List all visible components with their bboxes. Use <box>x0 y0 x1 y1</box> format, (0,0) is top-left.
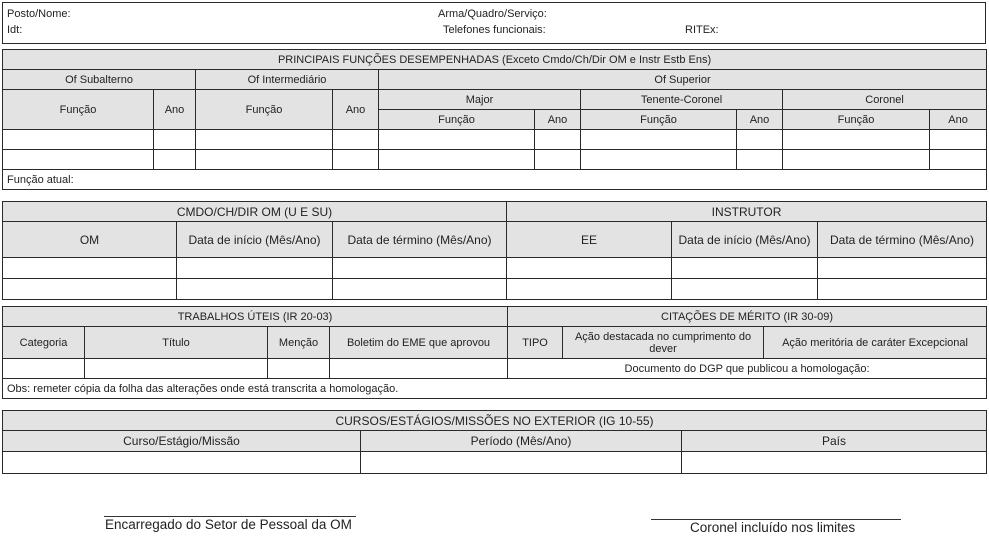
tencel-ano-header: Ano <box>737 110 783 130</box>
funcoes-title: PRINCIPAIS FUNÇÕES DESEMPENHADAS (Exceto Cmdo/Ch/Dir OM e Instr Estb Ens) <box>3 50 987 70</box>
funcoes-table <box>2 49 987 190</box>
titulo-header: Título <box>85 327 268 359</box>
input-cell[interactable] <box>737 130 783 150</box>
instrutor-title: INSTRUTOR <box>507 202 987 222</box>
instrutor-data-inicio-header: Data de início (Mês/Ano) <box>672 222 818 258</box>
input-cell[interactable] <box>682 452 987 474</box>
input-cell[interactable] <box>154 150 196 170</box>
periodo-header: Período (Mês/Ano) <box>361 431 682 452</box>
mencao-header: Menção <box>268 327 330 359</box>
input-cell[interactable] <box>196 130 333 150</box>
input-cell[interactable] <box>177 258 333 279</box>
cmdo-title: CMDO/CH/DIR OM (U E SU) <box>3 202 507 222</box>
boletim-header: Boletim do EME que aprovou <box>330 327 508 359</box>
categoria-header: Categoria <box>3 327 85 359</box>
major-header: Major <box>379 90 581 110</box>
citacoes-title: CITAÇÕES DE MÉRITO (IR 30-09) <box>508 307 987 327</box>
input-cell[interactable] <box>818 279 987 300</box>
instrutor-data-termino-header: Data de término (Mês/Ano) <box>818 222 987 258</box>
input-cell[interactable] <box>3 359 85 379</box>
left-signature-label: Encarregado do Setor de Pessoal da OM <box>105 517 352 532</box>
input-cell[interactable] <box>3 279 177 300</box>
input-cell[interactable] <box>672 258 818 279</box>
input-cell[interactable] <box>177 279 333 300</box>
input-cell[interactable] <box>379 150 535 170</box>
obs-note: Obs: remeter cópia da folha das alterações onde está transcrita a homologação. <box>3 379 987 399</box>
arma-quadro-servico-label: Arma/Quadro/Serviço: <box>438 8 547 20</box>
input-cell[interactable] <box>507 279 672 300</box>
input-cell[interactable] <box>3 150 154 170</box>
right-signature-label: Coronel incluído nos limites <box>690 520 856 535</box>
intermediario-funcao-header: Função <box>196 90 333 130</box>
cursos-title: CURSOS/ESTÁGIOS/MISSÕES NO EXTERIOR (IG 10-55) <box>3 411 987 431</box>
input-cell[interactable] <box>581 130 737 150</box>
trabalhos-title: TRABALHOS ÚTEIS (IR 20-03) <box>3 307 508 327</box>
input-cell[interactable] <box>330 359 508 379</box>
curso-header: Curso/Estágio/Missão <box>3 431 361 452</box>
funcoes-section <box>2 49 986 190</box>
coronel-header: Coronel <box>783 90 987 110</box>
coronel-ano-header: Ano <box>930 110 987 130</box>
input-cell[interactable] <box>361 452 682 474</box>
input-cell[interactable] <box>333 279 507 300</box>
input-cell[interactable] <box>818 258 987 279</box>
input-cell[interactable] <box>3 452 361 474</box>
major-funcao-header: Função <box>379 110 535 130</box>
major-ano-header: Ano <box>535 110 581 130</box>
of-subalterno-header: Of Subalterno <box>3 70 196 90</box>
cursos-section <box>2 410 986 474</box>
input-cell[interactable] <box>535 130 581 150</box>
input-cell[interactable] <box>930 130 987 150</box>
table-row <box>3 130 987 150</box>
input-cell[interactable] <box>507 258 672 279</box>
input-cell[interactable] <box>930 150 987 170</box>
of-superior-header: Of Superior <box>379 70 987 90</box>
trabalhos-section <box>2 306 986 399</box>
table-row <box>3 452 987 474</box>
input-cell[interactable] <box>737 150 783 170</box>
ee-header: EE <box>507 222 672 258</box>
om-header: OM <box>3 222 177 258</box>
acao-destacada-header: Ação destacada no cumprimento do dever <box>563 327 764 359</box>
input-cell[interactable] <box>333 150 379 170</box>
cmdo-table <box>2 201 987 300</box>
input-cell[interactable] <box>379 130 535 150</box>
input-cell[interactable] <box>535 150 581 170</box>
input-cell[interactable] <box>783 150 930 170</box>
documento-dgp-field[interactable]: Documento do DGP que publicou a homologação: <box>508 359 987 379</box>
input-cell[interactable] <box>3 130 154 150</box>
cmdo-data-termino-header: Data de término (Mês/Ano) <box>333 222 507 258</box>
header-box <box>2 2 986 44</box>
subalterno-funcao-header: Função <box>3 90 154 130</box>
intermediario-ano-header: Ano <box>333 90 379 130</box>
funcao-atual-field[interactable]: Função atual: <box>3 170 987 190</box>
input-cell[interactable] <box>268 359 330 379</box>
input-cell[interactable] <box>672 279 818 300</box>
acao-meritoria-header: Ação meritória de caráter Excepcional <box>764 327 987 359</box>
input-cell[interactable] <box>3 258 177 279</box>
table-row <box>3 258 987 279</box>
input-cell[interactable] <box>333 258 507 279</box>
cmdo-section <box>2 201 986 300</box>
input-cell[interactable] <box>196 150 333 170</box>
table-row <box>3 150 987 170</box>
tencel-funcao-header: Função <box>581 110 737 130</box>
pais-header: País <box>682 431 987 452</box>
trabalhos-table <box>2 306 987 399</box>
idt-label: Idt: <box>7 24 23 36</box>
input-cell[interactable] <box>85 359 268 379</box>
of-intermediario-header: Of Intermediário <box>196 70 379 90</box>
tipo-header: TIPO <box>508 327 563 359</box>
cursos-table <box>2 410 987 474</box>
posto-nome-label: Posto/Nome: <box>7 8 71 20</box>
input-cell[interactable] <box>581 150 737 170</box>
subalterno-ano-header: Ano <box>154 90 196 130</box>
table-row <box>3 279 987 300</box>
input-cell[interactable] <box>333 130 379 150</box>
input-cell[interactable] <box>154 130 196 150</box>
cmdo-data-inicio-header: Data de início (Mês/Ano) <box>177 222 333 258</box>
telefones-funcionais-label: Telefones funcionais: <box>443 24 546 36</box>
tenente-coronel-header: Tenente-Coronel <box>581 90 783 110</box>
ritex-label: RITEx: <box>685 24 719 36</box>
input-cell[interactable] <box>783 130 930 150</box>
coronel-funcao-header: Função <box>783 110 930 130</box>
